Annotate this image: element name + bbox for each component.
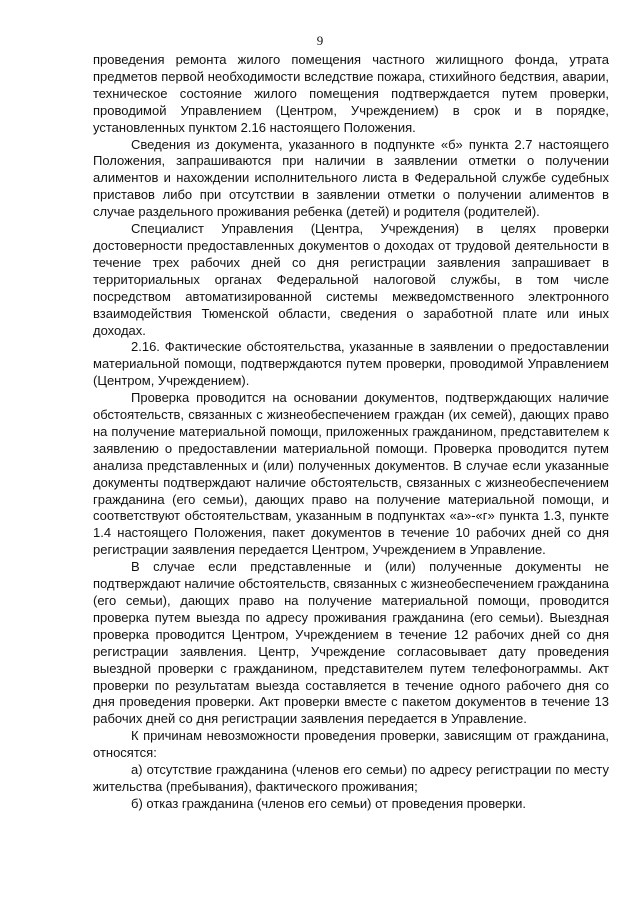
paragraph-field-visit: В случае если представленные и (или) полученные документы не подтверждают наличие обстоятельств, связанных с жизнеобеспечением гражданина (его семьи), дающих право на получение материальной помощи, проводится проверка путем выезда по адресу проживания гражданина (его семьи). Выездная проверка проводится Центром, Учреждением в течение 12 рабочих дней со дня регистрации заявления. Центр, Учреждение согласовывает дату проведения выездной проверки с гражданином, представителем путем телефонограммы. Акт проверки по результатам выезда составляется в течение одного рабочего дня со дня проведения проверки. Акт проверки вместе с пакетом документов в течение 13 рабочих дней со дня регистрации заявления передается в Управление. — [93, 559, 609, 727]
document-body — [93, 52, 609, 813]
paragraph-continuation: проведения ремонта жилого помещения частного жилищного фонда, утрата предметов первой необходимости вследствие пожара, стихийного бедствия, аварии, техническое состояние жилого помещения подтверждается путем проверки, проводимой Управлением (Центром, Учреждением) в срок и в порядке, установленных пунктом 2.16 настоящего Положения. — [93, 52, 609, 135]
paragraph-reason-b: б) отказ гражданина (членов его семьи) от проведения проверки. — [131, 795, 527, 811]
paragraph-reason-a: а) отсутствие гражданина (членов его семьи) по адресу регистрации по месту жительства (пребывания), фактического проживания; — [93, 762, 609, 794]
page-number: 9 — [316, 33, 324, 48]
paragraph-income-verification: Специалист Управления (Центра, Учреждения) в целях проверки достоверности предоставленных документов о доходах от трудовой деятельности в течение трех рабочих дней со дня регистрации заявления запрашивает в территориальных органах Федеральной налоговой службы, в том числе посредством автоматизированной системы межведомственного электронного взаимодействия Тюменской области, сведения о заработной плате или иных доходах. — [93, 221, 609, 338]
paragraph-clause-2-16: 2.16. Фактические обстоятельства, указанные в заявлении о предоставлении материальной помощи, подтверждаются путем проверки, проводимой Управлением (Центром, Учреждением). — [93, 339, 609, 389]
paragraph-document-check: Проверка проводится на основании документов, подтверждающих наличие обстоятельств, связанных с жизнеобеспечением граждан (их семей), дающих право на получение материальной помощи, приложенных гражданином, представителем к заявлению о предоставлении материальной помощи. Проверка проводится путем анализа представленных и (или) полученных документов. В случае если указанные документы подтверждают наличие обстоятельств, связанных с жизнеобеспечением гражданина (его семьи), дающих право на получение материальной помощи, и соответствуют обстоятельствам, указанным в подпунктах «а»-«г» пункта 1.3, пункте 1.4 настоящего Положения, пакет документов в течение 10 рабочих дней со дня регистрации заявления передается Центром, Учреждением в Управление. — [93, 390, 609, 558]
paragraph-alimony-info: Сведения из документа, указанного в подпункте «б» пункта 2.7 настоящего Положения, запрашиваются при наличии в заявлении отметки о получении алиментов и нахождении исполнительного листа в Федеральной службе судебных приставов либо при отсутствии в заявлении отметки о получении алиментов в случае раздельного проживания ребенка (детей) и родителя (родителей). — [93, 136, 609, 220]
paragraph-reasons-intro: К причинам невозможности проведения проверки, зависящим от гражданина, относятся: — [93, 728, 609, 761]
